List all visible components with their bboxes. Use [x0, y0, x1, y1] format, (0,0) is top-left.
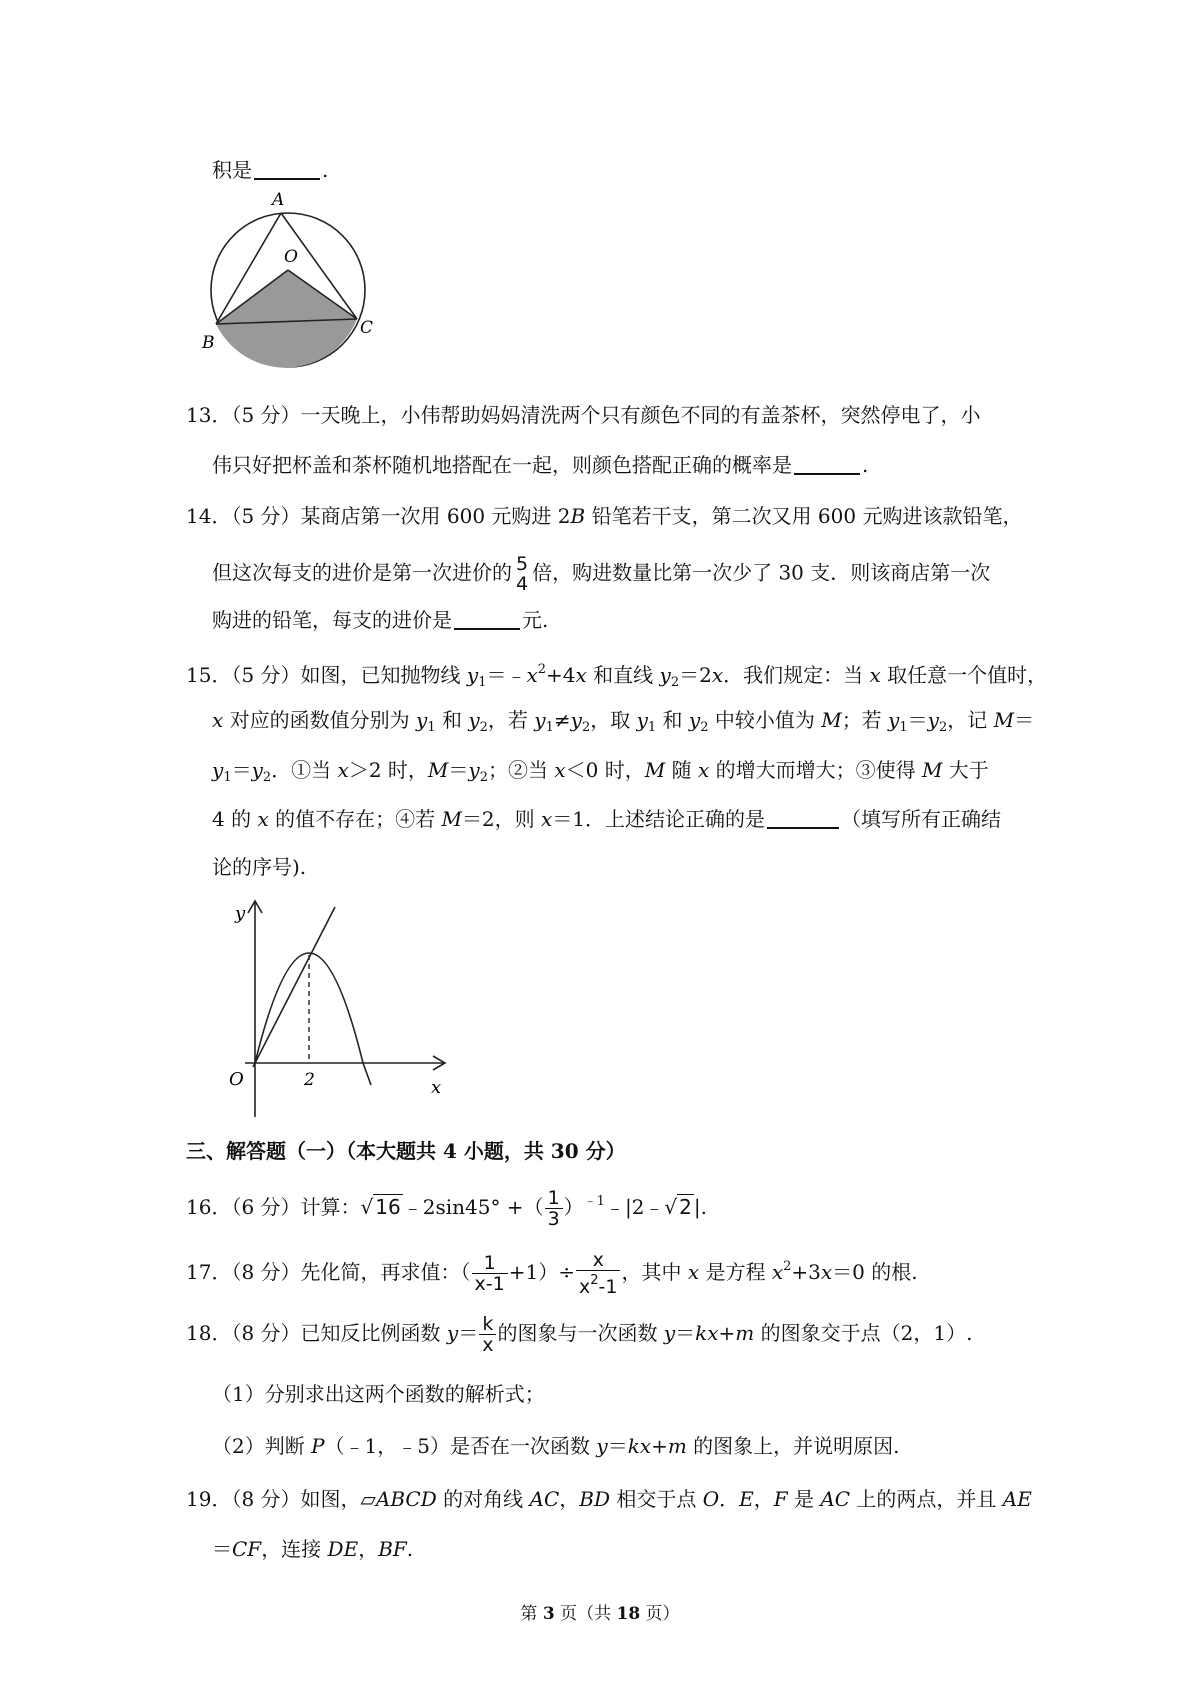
- answer-blank: [794, 453, 860, 475]
- q19-line1: 19．（8 分）如图，▱ABCD 的对角线 AC，BD 相交于点 O．E，F 是 AC 上的两点，并且 AE: [186, 1487, 1032, 1511]
- answer-blank: [767, 807, 839, 829]
- fraction-k-over-x: $\frac{k}{x}$: [479, 1314, 496, 1355]
- q16: 16．（6 分）计算：√ 16 ﹣2sin45° +（ $\frac{1}{3}$ ）$^{﹣1}$﹣|2﹣√ 2 |.: [186, 1187, 708, 1230]
- label-C: C: [360, 318, 374, 338]
- fraction-1-over-x-1: $\frac{1}{x-1}$: [472, 1253, 508, 1294]
- axis-label-x: x: [431, 1077, 442, 1098]
- q15-line2: x 对应的函数值分别为 $y_1$ 和 $y_2$，若 $y_1\ne y_2$，取 $y_1$ 和 $y_2$ 中较小值为 M；若 $y_1=y_2$，记 M＝: [212, 708, 1035, 735]
- q18-part2: （2）判断 P（﹣1，﹣5）是否在一次函数 y＝kx+m 的图象上，并说明原因.: [212, 1434, 900, 1458]
- q17: 17．（8 分）先化简，再求值：（ $\frac{1}{x-1}$ +1）÷ $\frac{x}{x^2-1}$ ，其中 x 是方程 $x^2+3x=0$ 的根.: [186, 1249, 918, 1298]
- page-footer: 第 3 页（共 18 页）: [520, 1604, 680, 1624]
- sqrt-2: √ 2: [664, 1195, 692, 1219]
- q12-tail: 积是 .: [212, 158, 329, 182]
- section-heading: 三、解答题（一）（本大题共 4 小题，共 30 分）: [186, 1139, 626, 1163]
- q13-line1: 13．（5 分）一天晚上，小伟帮助妈妈清洗两个只有颜色不同的有盖茶杯，突然停电了，小: [186, 403, 981, 427]
- q14-line2: 但这次每支的进价是第一次进价的 5 4 倍，购进数量比第一次少了 30 支．则该商店第一次: [212, 553, 991, 595]
- axis-label-y: y: [235, 903, 246, 924]
- label-B: B: [202, 333, 215, 353]
- sqrt-16: √ 16: [360, 1195, 401, 1219]
- q15-line5: 论的序号).: [212, 855, 307, 879]
- q18-part1: （1）分别求出这两个函数的解析式；: [212, 1382, 545, 1406]
- q15-line1: 15．（5 分）如图，已知抛物线 $y_1=﹣x^2+4x$ 和直线 $y_2=2x$．我们规定：当 x 取任意一个值时，: [186, 662, 1048, 690]
- q18: 18．（8 分）已知反比例函数 y＝ $\frac{k}{x}$ 的图象与一次函数 y＝kx+m 的图象交于点（2，1）.: [186, 1313, 973, 1356]
- circle-triangle-figure: [200, 190, 410, 390]
- q13-line2: 伟只好把杯盖和茶杯随机地搭配在一起，则颜色搭配正确的概率是 .: [212, 453, 869, 477]
- tick-label-2: 2: [304, 1070, 315, 1090]
- q15-line3: $y_1=y_2$．①当 x＞2 时，$M=y_2$；②当 x＜0 时，M 随 x 的增大而增大；③使得 M 大于: [212, 758, 989, 785]
- origin-label: O: [229, 1069, 244, 1090]
- fraction-x-over-x2-1: $\frac{x}{x^2-1}$: [576, 1250, 620, 1297]
- q14-line1: 14．（5 分）某商店第一次用 600 元购进 2B 铅笔若干支，第二次又用 600 元购进该款铅笔，: [186, 504, 1023, 528]
- fraction-5-4: 5 4: [516, 553, 529, 595]
- answer-blank: [454, 608, 520, 630]
- q19-line2: ＝CF，连接 DE，BF.: [212, 1537, 414, 1561]
- answer-blank: [254, 158, 320, 180]
- shaded-region: [216, 270, 357, 368]
- label-A: A: [272, 190, 285, 210]
- fraction-1-3: $\frac{1}{3}$: [545, 1188, 563, 1229]
- parabola-line-figure: [205, 895, 455, 1120]
- q14-line3: 购进的铅笔，每支的进价是 元.: [212, 608, 549, 632]
- label-O: O: [284, 247, 298, 267]
- q15-line4: 4 的 x 的值不存在；④若 M＝2，则 x＝1．上述结论正确的是 （填写所有正确结: [212, 807, 1002, 831]
